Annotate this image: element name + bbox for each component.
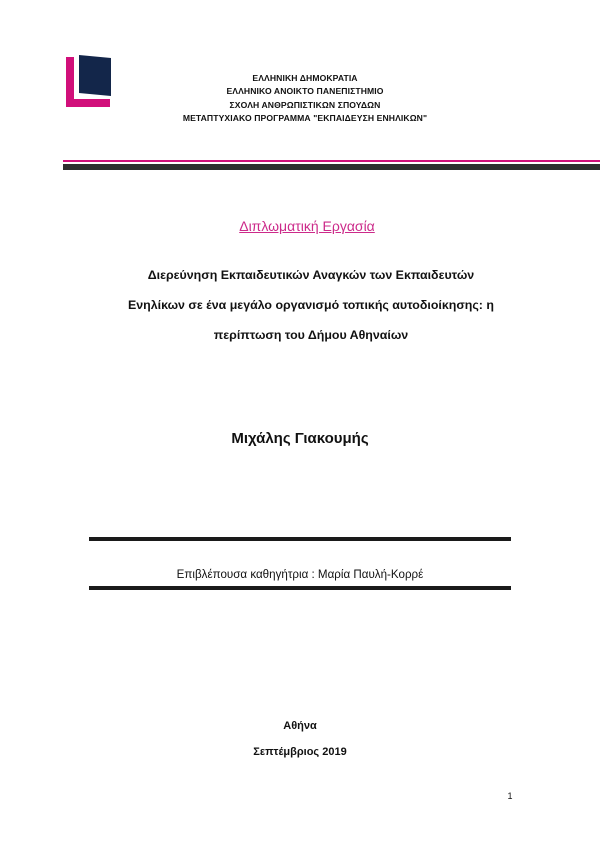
header-rule-dark bbox=[63, 164, 600, 170]
header-line-university: ΕΛΛΗΝΙΚΟ ΑΝΟΙΚΤΟ ΠΑΝΕΠΙΣΤΗΜΙΟ bbox=[226, 86, 384, 97]
title-line-3: περίπτωση του Δήμου Αθηναίων bbox=[213, 328, 409, 342]
header-line-republic: ΕΛΛΗΝΙΚΗ ΔΗΜΟΚΡΑΤΙΑ bbox=[252, 73, 358, 83]
header-line-program: ΜΕΤΑΠΤΥΧΙΑΚΟ ΠΡΟΓΡΑΜΜΑ "ΕΚΠΑΙΔΕΥΣΗ ΕΝΗΛΙΚΩΝ" bbox=[182, 113, 428, 124]
supervisor-rule-bottom bbox=[89, 586, 511, 590]
supervisor-line: Επιβλέπουσα καθηγήτρια : Μαρία Παυλή-Κορρέ bbox=[176, 568, 424, 581]
author-name: Μιχάλης Γιακουμής bbox=[231, 430, 369, 447]
page-number: 1 bbox=[507, 791, 513, 801]
title-line-1: Διερεύνηση Εκπαιδευτικών Αναγκών των Εκπαιδευτών bbox=[147, 268, 475, 282]
supervisor-rule-top bbox=[89, 537, 511, 541]
thesis-label: Διπλωματική Εργασία bbox=[239, 218, 375, 234]
header-line-school: ΣΧΟΛΗ ΑΝΘΡΩΠΙΣΤΙΚΩΝ ΣΠΟΥΔΩΝ bbox=[229, 99, 381, 110]
institution-header bbox=[150, 72, 460, 126]
university-logo-icon bbox=[63, 53, 113, 109]
thesis-title bbox=[60, 260, 562, 350]
date: Σεπτέμβριος 2019 bbox=[253, 746, 347, 758]
header-rule-pink bbox=[63, 160, 600, 162]
title-line-2: Ενηλίκων σε ένα μεγάλο οργανισμό τοπικής αυτοδιοίκησης: η bbox=[128, 298, 494, 312]
city: Αθήνα bbox=[283, 720, 317, 732]
